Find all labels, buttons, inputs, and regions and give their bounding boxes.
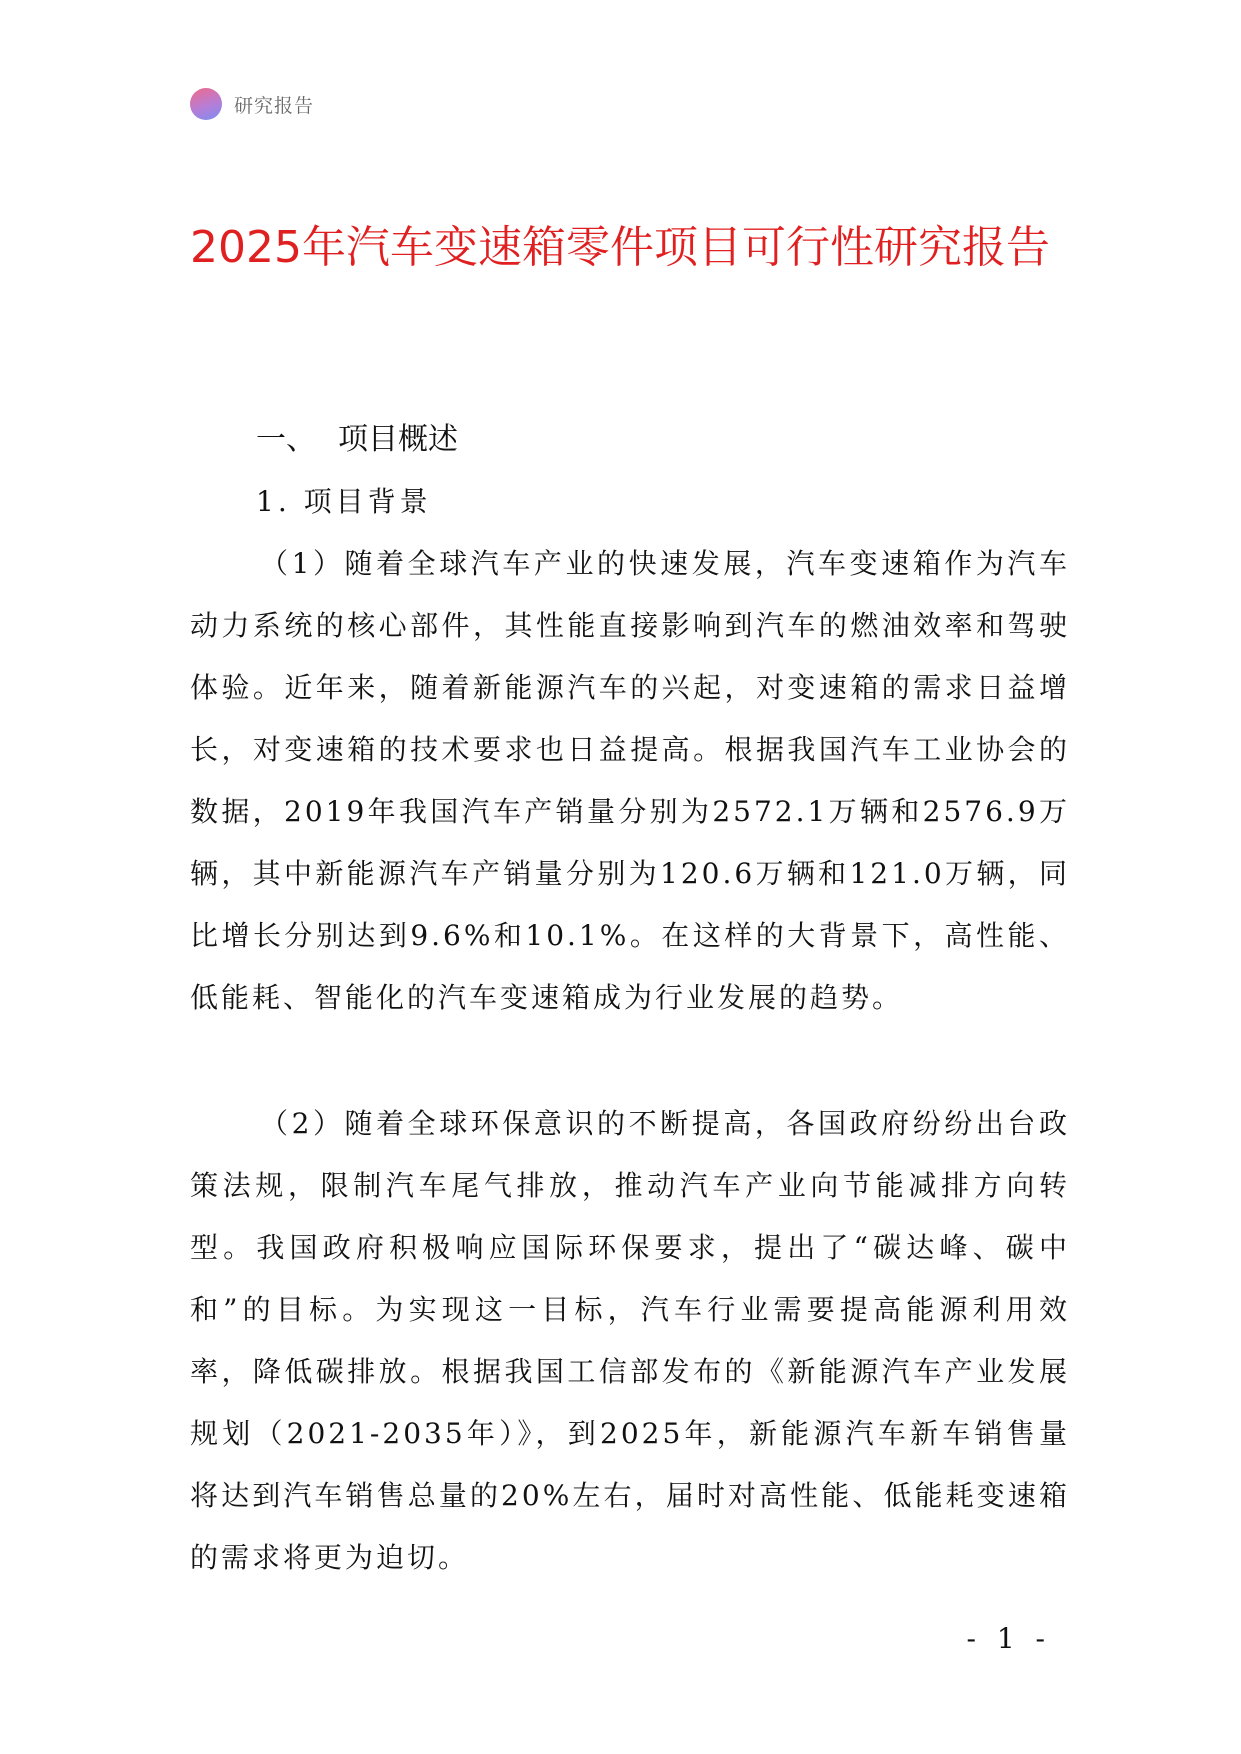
paragraph: （2）随着全球环保意识的不断提高，各国政府纷纷出台政策法规，限制汽车尾气排放，推动汽车产业向节能减排方向转型。我国政府积极响应国际环保要求，提出了“碳达峰、碳中和”的目标。为实现这一目标，汽车行业需要提高能源利用效率，降低碳排放。根据我国工信部发布的《新能源汽车产业发展规划（2021-2035年）》，到2025年，新能源汽车新车销售量将达到汽车销售总量的20%左右，届时对高性能、低能耗变速箱的需求将更为迫切。 (190, 1107, 1070, 1574)
section-number: 一、 (256, 422, 316, 457)
page-number: - 1 - (966, 1622, 1051, 1655)
document-header (190, 88, 314, 120)
section-heading (256, 418, 458, 462)
section-title: 项目概述 (338, 422, 458, 457)
document-title: 2025年汽车变速箱零件项目可行性研究报告 (190, 222, 1050, 273)
header-label: 研究报告 (234, 94, 315, 117)
subsection-heading: 1. 项目背景 (256, 485, 432, 518)
paragraph: （1）随着全球汽车产业的快速发展，汽车变速箱作为汽车动力系统的核心部件，其性能直接影响到汽车的燃油效率和驾驶体验。近年来，随着新能源汽车的兴起，对变速箱的需求日益增长，对变速箱的技术要求也日益提高。根据我国汽车工业协会的数据，2019年我国汽车产销量分别为2572.1万辆和2576.9万辆，其中新能源汽车产销量分别为120.6万辆和121.0万辆，同比增长分别达到9.6%和10.1%。在这样的大背景下，高性能、低能耗、智能化的汽车变速箱成为行业发展的趋势。 (190, 547, 1070, 1014)
brand-logo-icon (190, 88, 222, 120)
